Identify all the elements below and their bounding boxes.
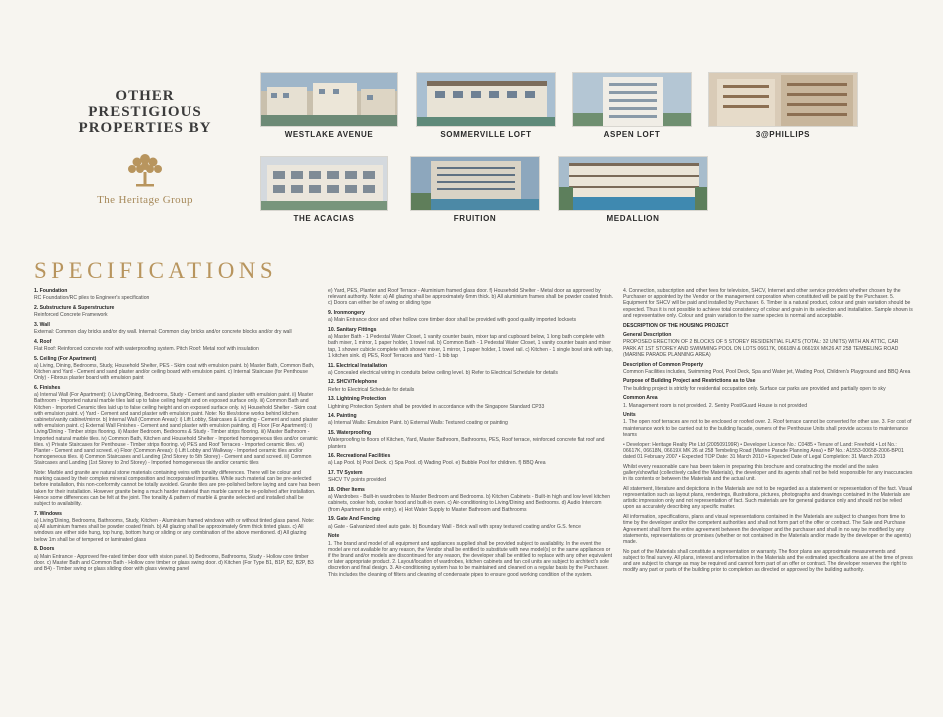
spec-section bbox=[623, 378, 913, 391]
spec-section-body: Common Facilities includes, Swimming Pool, Pool Deck, Spa and Water jet, Wading Pool, Children's Playground and BBQ Area bbox=[623, 368, 911, 375]
spec-section-body: a) Internal Wall (For Apartment): i) Living/Dining, Bedrooms, Study - Cement and sand plaster with emulsion paint. ii) Master Bathroom - Imported natural marble tiles laid up to false ceiling height and on exposed surface only. iii) Common Bath and Kitchen - Imported Ceramic tiles laid up to false ceiling height and on exposed surface only. iv) Household Shelter - Skim coat with emulsion paint. v) Yard - Cement and sand plaster with emulsion paint. Note: No tiles/stone works behind kitchen cabinets/vanity cabinet/mirror. b) Internal Wall (Common Areas): i) Lift Lobby, Staircases & Landing - Cement and sand plaster with emulsion paint. c) External Wall Finishes - Cement and sand plaster with emulsion painting. d) Floor (For Apartment): i) Living/Dining - Timber strips flooring. ii) Master Bedroom, Bedrooms & Study - Timber strips flooring. iii) Master Bathroom - Imported natural marble tiles. iv) Common Bath, Kitchen and Household Shelter - Imported homogeneous tiles and/or ceramic tiles. v) Private Staircases for Penthouse - Timber strips flooring. vi) PES and Roof Terraces - Imported ceramic tiles. vii) Planter - Cement and sand screed. e) Floor (Common Areas): i) Lift Lobby and Walkway - Imported ceramic tiles and/or homogeneous tiles. ii) Common Staircases and Landing (2nd Storey to 5th Storey) - Cement and sand screed. iii) Common Staircases and Landing (1st Storey to 2nd Storey) - Imported homogeneous tile and/or ceramic tiles bbox=[34, 392, 318, 467]
spec-section-heading: 15. Waterproofing bbox=[328, 430, 372, 437]
spec-section-body: a) Gate - Galvanized steel auto gate. b) Boundary Wall - Brick wall with spray textured coating and/or G.S. fence bbox=[328, 523, 581, 530]
spec-section-body: RC Foundation/RC piles to Engineer's specification bbox=[34, 295, 150, 302]
spec-section-heading: DESCRIPTION OF THE HOUSING PROJECT bbox=[623, 322, 729, 329]
spec-section bbox=[623, 464, 913, 483]
spec-section-body: a) Living/Dining, Bedrooms, Bathrooms, Study, Kitchen - Aluminium framed windows with or without tinted glass panel. Note: a) All aluminium frames shall be powder coated finish. b) All glazing shall be approximately 6mm thick tinted glass. c) All windows are either side hung, top hung, bottom hung or sliding or any combination of the above mentioned. d) All glazing below 1m shall be of tempered or laminated glass bbox=[34, 518, 315, 543]
spec-section-body: Waterproofing to floors of Kitchen, Yard, Master Bathroom, Bathrooms, PES, Roof terrace, reinforced concrete flat roof and planters bbox=[328, 437, 605, 450]
property-photo bbox=[416, 72, 556, 127]
spec-section bbox=[328, 533, 614, 577]
spec-section bbox=[34, 356, 320, 382]
specifications-column-1 bbox=[34, 288, 320, 713]
property-photo bbox=[260, 156, 388, 211]
specifications-heading: SPECIFICATIONS bbox=[34, 258, 278, 283]
spec-section-body: a) Wardrobes - Built-in wardrobes to Master Bedroom and Bedrooms. b) Kitchen Cabinets - Built-in high and low level kitchen cabinets, cooker hob, cooker hood and built-in oven. c) Air-conditioning to Living/Dining and Bedrooms. d) Audio Intercom (from Apartment to gate entry). e) Hot Water Supply to Master Bathroom and Bathrooms bbox=[328, 494, 611, 513]
spec-section-body: The building project is strictly for residential occupation only. Surface car parks are provided and partially open to sky bbox=[623, 385, 886, 392]
spec-section bbox=[623, 549, 913, 574]
spec-section-body: a) Main Entrance - Approved fire-rated timber door with vision panel. b) Bedrooms, Bathrooms, Study - Hollow core timber door. c) Master Bath and Common Bath - Hollow core timber or glass swing door. d) Kitchen (For Type B1, B1P, B2, B2P, B3 and B4) - Timber swing or glass sliding door with glass viewing panel bbox=[34, 553, 314, 572]
spec-section bbox=[623, 362, 913, 375]
spec-section-body: 1. The brand and model of all equipment and appliances supplied shall be provided subject to availability. In the event the model are not available for any reason, the Vendor shall be entitled to substitute with new model(s) or the same appliances or if the brand and/or models are discontinued for any reason, the developer shall be entitled to replace with any other equivalent or later appropriate product. 2. Layout/location of wardrobes, kitchen cabinets and fan coil units are subject to architect's sole discretion and final design. 3. Air-conditioning system has to be maintained and cleaned on a regular basis by the Purchaser. This includes the cleaning of filters and cleaning of condensate pipes to ensure good working condition of the system. bbox=[328, 540, 613, 578]
spec-section bbox=[328, 453, 614, 466]
property-westlake-avenue bbox=[260, 72, 398, 139]
property-aspen-loft bbox=[572, 72, 692, 139]
spec-section-heading: 4. Roof bbox=[34, 338, 52, 345]
spec-section bbox=[34, 511, 320, 543]
spec-section bbox=[623, 442, 913, 461]
spec-section bbox=[328, 288, 614, 307]
spec-section bbox=[328, 396, 614, 409]
spec-section-heading: 2. Substructure & Superstructure bbox=[34, 304, 115, 311]
spec-section-body: Flat Roof: Reinforced concrete roof with waterproofing system. Pitch Roof: Metal roof with insulation bbox=[34, 345, 259, 352]
property-medallion bbox=[558, 156, 708, 223]
specifications-column-3 bbox=[623, 288, 913, 713]
property-sommerville-loft bbox=[416, 72, 556, 139]
property-3-phillips bbox=[708, 72, 858, 139]
spec-section bbox=[34, 339, 320, 352]
spec-section bbox=[328, 430, 614, 450]
spec-section-heading: Common Area bbox=[623, 395, 658, 402]
spec-section bbox=[328, 470, 614, 483]
spec-section-heading: 16. Recreational Facilities bbox=[328, 453, 391, 460]
spec-section-heading: 13. Lightning Protection bbox=[328, 396, 387, 403]
spec-section bbox=[34, 305, 320, 318]
spec-section-heading: Units bbox=[623, 412, 636, 419]
specifications-column-2 bbox=[328, 288, 614, 713]
spec-section bbox=[328, 379, 614, 392]
spec-section-body: Refer to Electrical Schedule for details bbox=[328, 386, 415, 393]
spec-section-body: a) Internal Walls: Emulsion Paint. b) External Walls: Textured coating or painting bbox=[328, 420, 508, 427]
spec-section-heading: 12. SHCV/Telephone bbox=[328, 379, 378, 386]
property-caption: FRUITION bbox=[453, 214, 497, 223]
spec-section-heading: 10. Sanitary Fittings bbox=[328, 327, 377, 334]
property-caption: MEDALLION bbox=[606, 214, 660, 223]
spec-section-body: PROPOSED ERECTION OF 2 BLOCKS OF 5 STOREY RESIDENTIAL FLATS (TOTAL: 32 UNITS) WITH AN ATTIC, CAR PARK AT 1ST STOREY AND SWIMMING POOL ON LOTS 06617K, 06618N & 06619X MK26 AT 258 TEMBELING ROAD (MARINE PARADE PLANNING AREA) bbox=[623, 339, 899, 358]
spec-section bbox=[623, 395, 913, 408]
spec-section-heading: 19. Gate And Fencing bbox=[328, 516, 380, 523]
spec-section-body: a) Lap Pool. b) Pool Deck. c) Spa Pool. d) Wading Pool. e) Bubble Pool for children. f) BBQ Area bbox=[328, 460, 546, 467]
spec-section-heading: 18. Other Items bbox=[328, 487, 365, 494]
spec-section bbox=[328, 516, 614, 529]
spec-section bbox=[34, 288, 320, 301]
spec-section-body: a) Living, Dining, Bedrooms, Study, Household Shelter, PES - Skim coat with emulsion paint. b) Master Bath, Common Bath, Kitchen and Yard - Cement and sand plaster and/or ceiling board with emulsion paint. c) Internal Staircase (for Penthouse Only) - Fibrous plaster board with emulsion paint bbox=[34, 362, 315, 382]
spec-section-body: 1. The open roof terraces are not to be enclosed or roofed over. 2. Roof terrace cannot be converted for other use. 3. For cost of maintenance work to be carried out to the building facade, owners of the Penthouse Units shall provide access to maintenance teams bbox=[623, 419, 912, 438]
spec-section-body: a) Main Entrance door and other hollow core timber door shall be provided with good quality imported locksets bbox=[328, 317, 577, 324]
spec-section-body: Lightning Protection System shall be provided in accordance with the Singapore Standard CP33 bbox=[328, 403, 545, 410]
spec-section bbox=[328, 310, 614, 323]
property-caption: ASPEN LOFT bbox=[603, 130, 661, 139]
spec-section-body: a) Concealed electrical wiring in conduits below ceiling level. b) Refer to Electrical Schedule for details bbox=[328, 369, 558, 376]
property-the-acacias bbox=[260, 156, 388, 223]
spec-section-heading: Note bbox=[328, 533, 340, 540]
spec-section-body: Whilst every reasonable care has been taken in preparing this brochure and constructing the model and the sales gallery/showflat (collectively called the Materials), the developer and its agents shall not be held responsible for any inaccuracies in its contents or between the Materials and the actual unit. bbox=[623, 463, 913, 483]
spec-section-heading: Description of Common Property bbox=[623, 361, 704, 368]
brand-heading-line3: PROPERTIES BY bbox=[78, 120, 212, 136]
spec-section-heading: 14. Painting bbox=[328, 413, 357, 420]
spec-section-heading: 17. TV System bbox=[328, 470, 363, 477]
spec-section-body: Reinforced Concrete Framework bbox=[34, 312, 108, 319]
property-photo bbox=[558, 156, 708, 211]
property-caption: SOMMERVILLE LOFT bbox=[440, 130, 532, 139]
property-fruition bbox=[410, 156, 540, 223]
spec-section bbox=[623, 412, 913, 438]
brand-heading-line1: OTHER bbox=[115, 88, 175, 104]
spec-section-body: 4. Connection, subscription and other fees for television, SHCV, Internet and other service providers whether chosen by the Purchaser or appointed by the Vendor or the management corporation when constituted will be paid by the Purchaser. 5. Equipment for SHCV will be paid and installed by Purchaser. 6. Timber is a natural product, colour and grain variation should be expected. Thus it is not possible to achieve total consistency of colour and grain in its selection and installation. Sample shown is and representative only. Colour and grain variation to the same species is normal and acceptable. bbox=[623, 288, 913, 319]
spec-section-body: • Developer: Heritage Realty Pte Ltd (200509199R) • Developer Licence No.: C0485 • Tenure of Land: Freehold • Lot No.: 06617K, 06618N, 06619X MK 26 at 258 Tembeling Road (Marine Parade Planning Area) • BP No.: A1553-00658-2006-BP01 dated 01 February 2007 • Expected TOP Date: 31 March 2010 • Expected Date of Legal Completion: 31 March 2013 bbox=[623, 441, 904, 460]
property-photo bbox=[260, 72, 398, 127]
spec-section-body: No part of the Materials shall constitute a representation or warranty. The floor plans are approximate measurements and subject to final survey. All plans, interest and information in the Materials and the estimated specifications are at the time of press and are subject to change as may be required and cannot form part of an offer or contract. The developer reserves the right to modify any part or parts of the building prior to completion as directed or approved by the building authority. bbox=[623, 548, 913, 574]
spec-section-heading: 1. Foundation bbox=[34, 288, 68, 294]
spec-section-body: Note: Marble and granite are natural stone materials containing veins with tonality differences. There will be colour and marking caused by their complex mineral composition and incorporated impurities. While such material can be pre-selected before installation, this non-conformity cannot be totally avoided. Granite tiles are pre-polished before laying and care has been taken for their installation. However granite being a much harder material than marble cannot be re-polished after installation. Hence some differences can be felt at the joint. The tonality & pattern of marble & granite selected and installed shall be subject to availability. bbox=[34, 470, 320, 508]
spec-section-heading: 8. Doors bbox=[34, 546, 55, 553]
spec-section bbox=[34, 322, 320, 335]
spec-section bbox=[623, 514, 913, 545]
spec-section-body: 1. Management room is not provided. 2. Sentry Post/Guard House is not provided bbox=[623, 402, 808, 409]
spec-section-heading: 3. Wall bbox=[34, 321, 50, 328]
property-caption: WESTLAKE AVENUE bbox=[284, 130, 374, 139]
spec-section bbox=[34, 546, 320, 572]
property-caption: THE ACACIAS bbox=[293, 214, 355, 223]
property-photo bbox=[708, 72, 858, 127]
spec-section-heading: General Description bbox=[623, 332, 672, 339]
spec-section-body: All statement, literature and depictions in the Materials are not to be regarded as a statement or representation of the fact. Visual representation such as layout plans, renderings, illustrations, pictures, photographs and drawings contained in the Materials are artistic impression only and not representation of fact. Such materials are for general guidance only and should not be relied upon as accurately describing any specific matter. bbox=[623, 485, 913, 511]
spec-section-heading: Purpose of Building Project and Restrictions as to Use bbox=[623, 378, 756, 385]
property-photo bbox=[410, 156, 540, 211]
spec-section bbox=[328, 413, 614, 426]
spec-section-body: a) Master Bath - 1 Pedestal Water Closet, 1 vanity counter basin, mixer tap and cupboard below, 1 long bath complete with bath mixer, 1 mirror, 1 paper holder, 1 towel rail. b) Common Bath - 1 Pedestal Water Closet, 1 vanity counter basin and mixer tap, 1 shower cubicle complete with shower mixer, 1 mirror, 1 paper holder, 1 towel rail. c) Kitchen - 1 single bowl sink with tap, 1 kitchen sink. d) PES, Roof Terraces and Yard - 1 bib tap bbox=[328, 334, 613, 359]
spec-section bbox=[328, 487, 614, 513]
spec-section-body: External: Common clay bricks and/or dry wall. Internal: Common clay bricks and/or concrete blocks and/or dry wall bbox=[34, 329, 292, 336]
brand-logo-name: The Heritage Group bbox=[97, 194, 193, 206]
spec-section bbox=[623, 288, 913, 319]
heritage-tree-logo-icon bbox=[123, 148, 167, 192]
spec-section-body: e) Yard, PES, Planter and Roof Terrace - Aluminium framed glass door. f) Household Shelter - Metal door as approved by relevant authority. Note: a) All glazing shall be approximately 6mm thick. b) All aluminium frames shall be powder coated finish. c) Doors can either be of swing or sliding type bbox=[328, 288, 614, 307]
spec-section-heading: 5. Ceiling (For Apartment) bbox=[34, 355, 97, 362]
spec-section-heading: 9. Ironmongery bbox=[328, 310, 365, 317]
spec-section bbox=[623, 486, 913, 511]
spec-section-heading: 6. Finishes bbox=[34, 384, 61, 391]
spec-section-body: All information, specifications, plans and visual representations contained in the Materials are subject to changes from time to time by the developer and/or the competent authorities and shall not form part of the offer or contract. The Sale and Purchase Agreement shall form the entire agreement between the developer and the purchaser and shall in no way be modified by any statements, representations or promises (whether or not contained in the Materials and/or made by the developer or the agents) made. bbox=[623, 514, 911, 545]
property-caption: 3@PHILLIPS bbox=[755, 130, 811, 139]
spec-section bbox=[34, 385, 320, 467]
spec-section bbox=[34, 470, 320, 507]
spec-section bbox=[328, 363, 614, 376]
brand-block bbox=[40, 88, 250, 206]
spec-section bbox=[328, 327, 614, 359]
spec-section bbox=[623, 332, 913, 358]
spec-section-heading: 7. Windows bbox=[34, 510, 62, 517]
spec-section-heading: 11. Electrical Installation bbox=[328, 362, 388, 369]
spec-section bbox=[623, 323, 913, 329]
spec-section-body: SHCV TV points provided bbox=[328, 477, 386, 484]
property-gallery bbox=[256, 72, 936, 222]
brand-heading-line2: PRESTIGIOUS bbox=[88, 104, 202, 120]
property-photo bbox=[572, 72, 692, 127]
